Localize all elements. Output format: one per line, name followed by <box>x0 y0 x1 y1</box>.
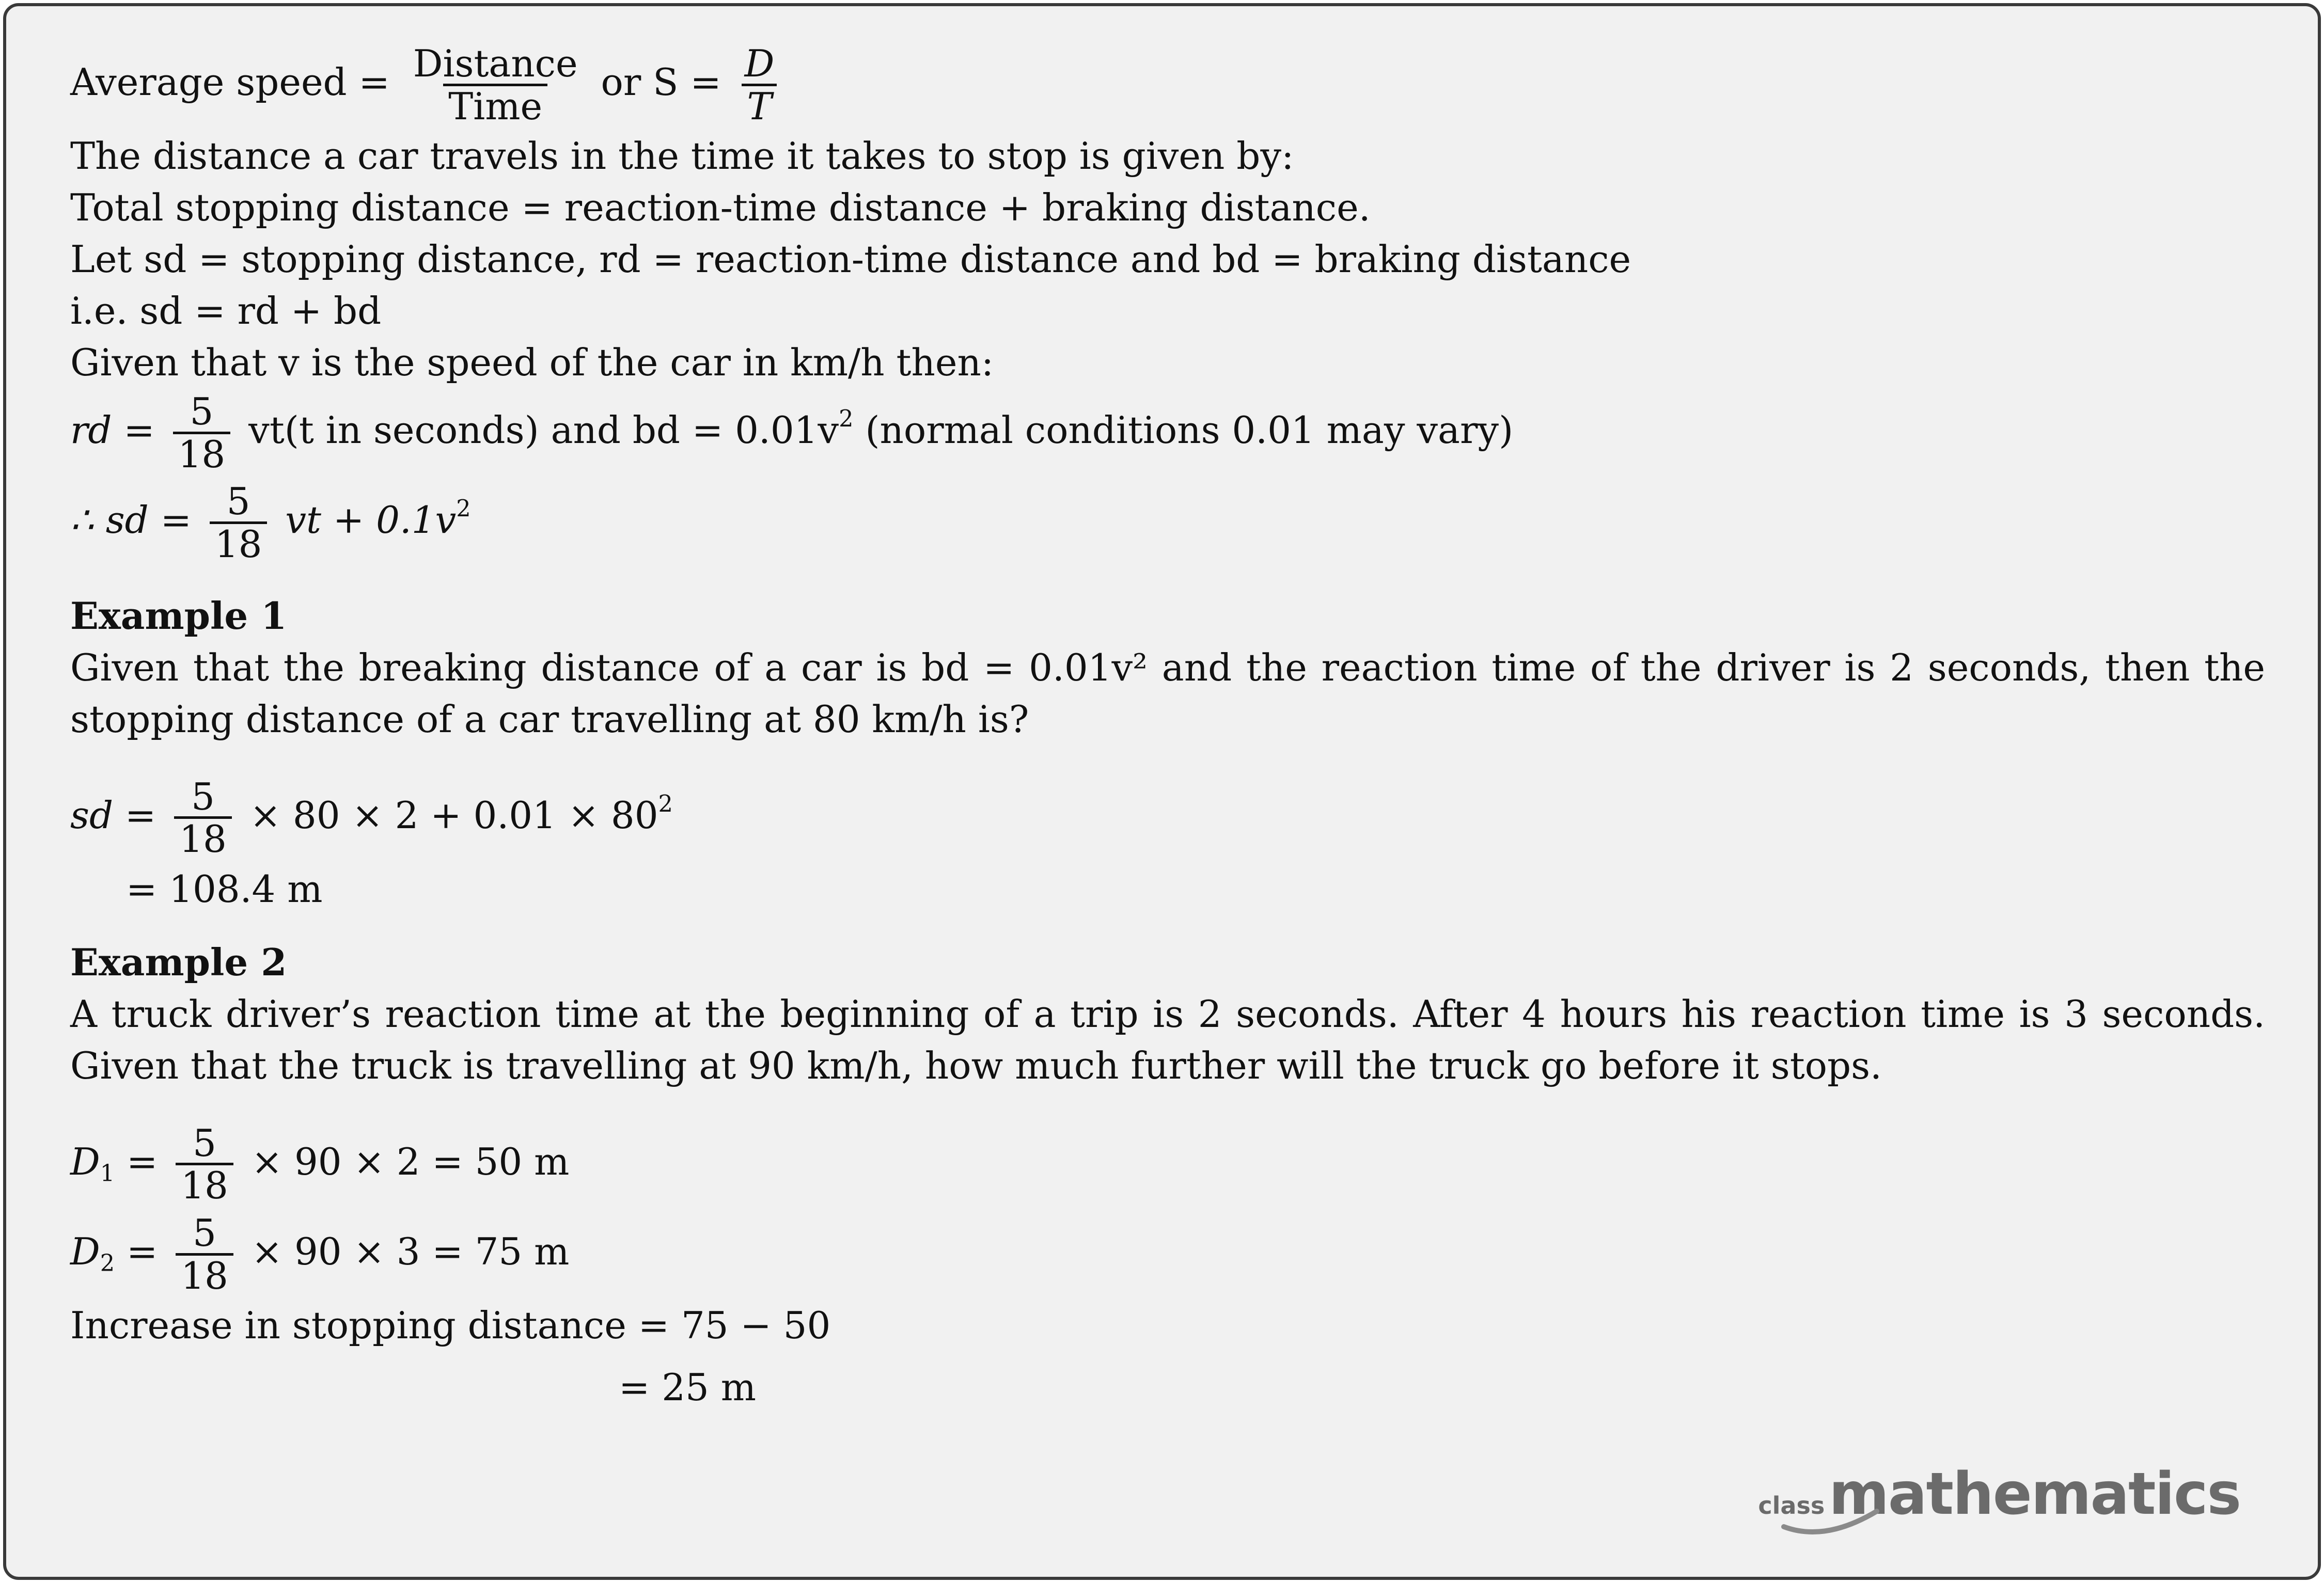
fraction-denominator: Time <box>443 84 547 126</box>
d2-subscript: 2 <box>100 1249 115 1277</box>
fraction-denominator: 18 <box>176 1163 233 1206</box>
class-mathematics-logo <box>1758 1461 2240 1528</box>
example-1-expression: × 80 × 2 + 0.01 × 80 <box>249 793 658 837</box>
distance-intro: The distance a car travels in the time it takes to stop is given by: <box>70 134 1294 178</box>
fraction-denominator: 18 <box>174 816 232 859</box>
rd-formula <box>70 388 2265 478</box>
ie-equation: i.e. sd = rd + bd <box>70 289 382 333</box>
square-exponent: 2 <box>456 495 471 523</box>
sd-formula <box>70 478 2265 568</box>
increase-result: = 25 m <box>619 1366 756 1410</box>
spacer <box>70 745 2265 773</box>
fraction-denominator: 18 <box>176 1253 233 1296</box>
fraction-denominator: 18 <box>210 521 268 564</box>
fraction-numerator: Distance <box>413 42 578 85</box>
d1-subscript: 1 <box>100 1160 115 1187</box>
five-eighteenths-fraction <box>176 1211 233 1297</box>
fraction-numerator: 5 <box>193 1211 216 1255</box>
d2-expression: × 90 × 3 = 75 m <box>251 1230 570 1274</box>
example-2-heading: Example 2 <box>70 940 287 984</box>
d-symbol: D <box>70 1230 100 1274</box>
example-1-solution <box>70 773 2265 863</box>
example-2-question: A truck driver’s reaction time at the beginning of a trip is 2 seconds. After 4 hours his reaction time is 3 seconds. Given that the truck is travelling at 90 km/h, how much further will the truck go before it stops. <box>70 992 2265 1087</box>
spacer <box>70 1091 2265 1120</box>
fraction-denominator: T <box>742 84 777 126</box>
five-eighteenths-fraction <box>176 1121 233 1208</box>
five-eighteenths-fraction <box>174 774 232 861</box>
total-stopping-line: Total stopping distance = reaction-time distance + braking distance. <box>70 186 1371 230</box>
logo-swoosh-icon <box>1779 1506 1882 1542</box>
example-1-heading: Example 1 <box>70 593 287 638</box>
d-over-t-fraction <box>740 44 780 126</box>
let-definitions: Let sd = stopping distance, rd = reaction-time distance and bd = braking distance <box>70 238 1631 281</box>
increase-line: Increase in stopping distance = 75 − 50 <box>70 1304 831 1348</box>
sd-prefix: sd = <box>70 793 156 837</box>
fraction-denominator: 18 <box>173 432 231 474</box>
d2-equation: $D_2$ = $\frac{5}{18}$ × 90 × 3 = 75 m <box>70 1211 570 1297</box>
avg-speed-label: Average speed = <box>70 60 390 104</box>
example-1-question: Given that the breaking distance of a car is bd = 0.01v² and the reaction time of the driver is 2 seconds, then the stopping distance of a car travelling at 80 km/h is? <box>70 645 2265 741</box>
example-1-result: = 108.4 m <box>126 867 323 911</box>
rd-prefix: rd = <box>70 408 155 452</box>
or-s-label: or S = <box>601 60 721 104</box>
rd-formula-rest: vt(t in seconds) and bd = 0.01v <box>248 408 839 452</box>
d1-equation: $D_1$ = $\frac{5}{18}$ × 90 × 2 = 50 m <box>70 1121 570 1208</box>
distance-over-time-fraction <box>408 44 583 126</box>
square-exponent: 2 <box>658 790 673 817</box>
given-v-line: Given that v is the speed of the car in km/h then: <box>70 341 994 385</box>
document-body <box>70 40 2265 1413</box>
five-eighteenths-fraction <box>173 392 231 474</box>
fraction-numerator: 5 <box>226 480 250 524</box>
fraction-numerator: 5 <box>191 774 215 818</box>
logo-small-text: class <box>1758 1492 1825 1519</box>
fraction-numerator: 5 <box>193 1121 216 1165</box>
rd-formula-tail: (normal conditions 0.01 may vary) <box>853 408 1514 452</box>
content-card <box>3 3 2321 1580</box>
sd-prefix: ∴ sd = <box>70 498 192 542</box>
fraction-numerator: 5 <box>190 390 214 434</box>
square-exponent: 2 <box>839 405 854 433</box>
d1-expression: × 90 × 2 = 50 m <box>251 1139 570 1183</box>
five-eighteenths-fraction <box>210 482 268 564</box>
sd-formula-rest: vt + 0.1v <box>285 498 457 542</box>
average-speed-formula <box>70 40 2265 130</box>
fraction-numerator: D <box>744 42 775 85</box>
logo-big-text: mathematics <box>1829 1461 2240 1528</box>
d-symbol: D <box>70 1139 100 1183</box>
